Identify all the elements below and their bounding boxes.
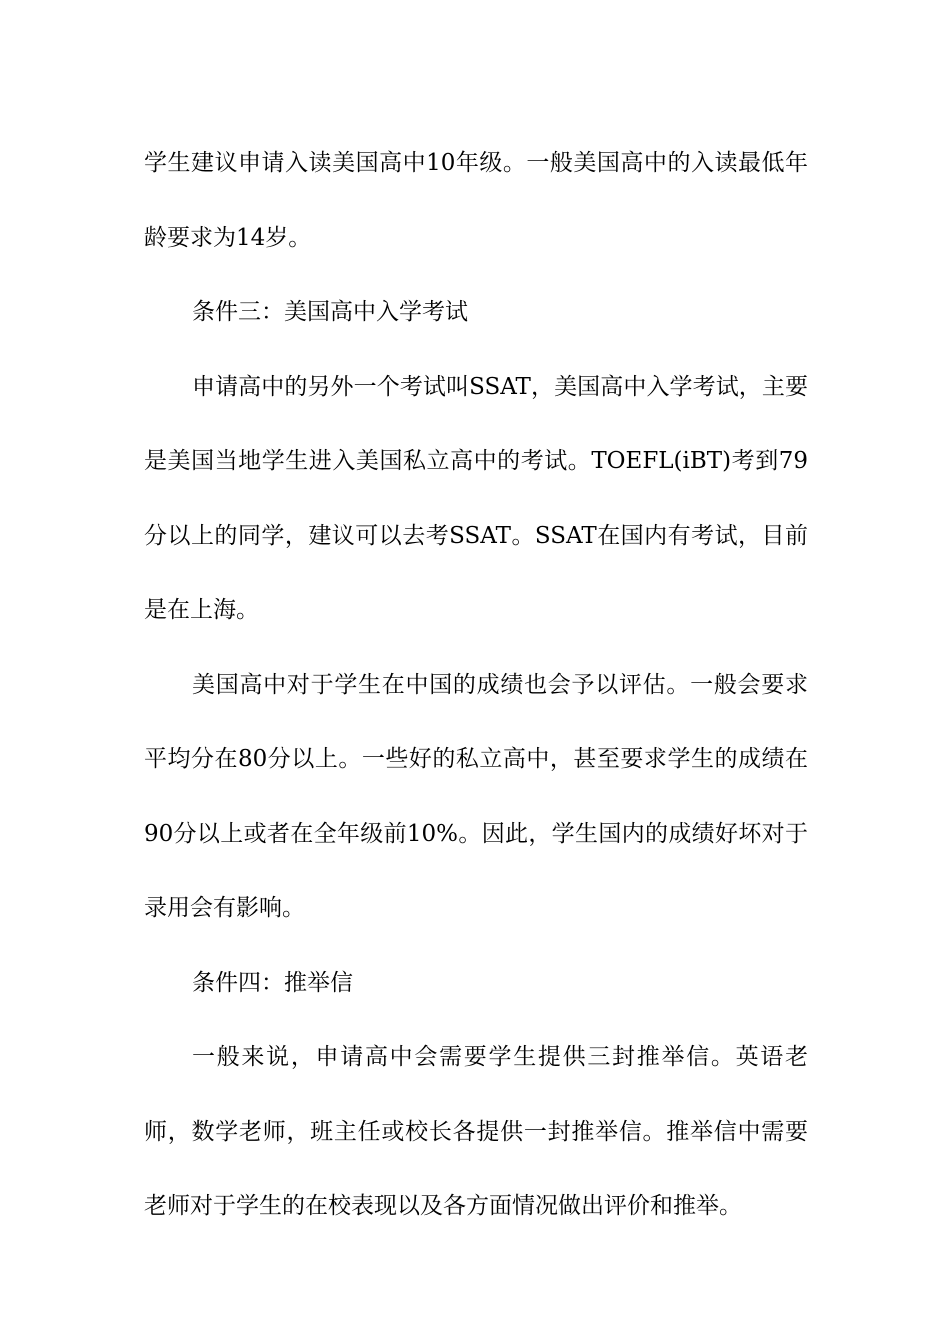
paragraph-ssat: 申请高中的另外一个考试叫SSAT，美国高中入学考试，主要是美国当地学生进入美国私立高中的考试。TOEFL(iBT)考到79分以上的同学，建议可以去考SSAT。SSAT在国内有考试，目前是在上海。 — [144, 373, 808, 623]
heading-condition-four: 条件四：推举信 — [192, 969, 353, 996]
paragraph-age-requirement: 学生建议申请入读美国高中10年级。一般美国高中的入读最低年龄要求为14岁。 — [144, 150, 808, 251]
document-page — [144, 126, 808, 1244]
paragraph-grades: 美国高中对于学生在中国的成绩也会予以评估。一般会要求平均分在80分以上。一些好的私立高中，甚至要求学生的成绩在90分以上或者在全年级前10%。因此，学生国内的成绩好坏对于录用会有影响。 — [144, 671, 808, 921]
heading-condition-three: 条件三：美国高中入学考试 — [192, 299, 468, 325]
paragraph-recommendation: 一般来说，申请高中会需要学生提供三封推举信。英语老师，数学老师，班主任或校长各提供一封推举信。推举信中需要老师对于学生的在校表现以及各方面情况做出评价和推举。 — [144, 1044, 808, 1219]
